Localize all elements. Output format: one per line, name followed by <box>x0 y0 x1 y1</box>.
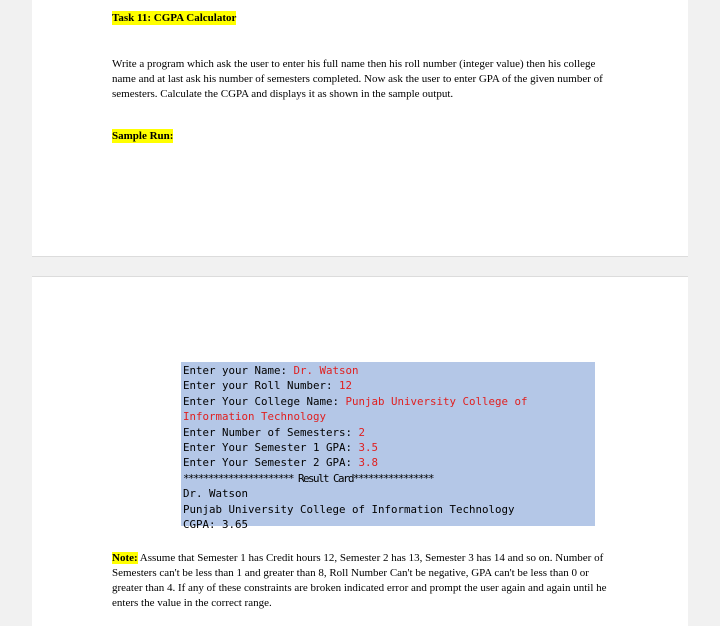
console-line <box>183 363 595 378</box>
console-prompt: Enter your Roll Number: <box>183 379 340 393</box>
task-description: Write a program which ask the user to enter his full name then his roll number (integer value) then his college name and at last ask his number of semesters completed. Now ask the user to enter GPA of the given number of semesters. Calculate the CGPA and displays it as shown in the sample output. <box>112 58 603 100</box>
console-prompt: Enter your Name: <box>183 364 294 377</box>
output-college: Punjab University College of Information Technology <box>183 502 515 516</box>
console-line <box>183 394 595 409</box>
result-card-banner: ********************** Result Card**************** <box>183 471 434 485</box>
console-input: 12 <box>339 379 353 393</box>
console-input: Punjab University College of <box>345 394 528 408</box>
console-input: Information Technology <box>183 410 327 424</box>
sample-output-console <box>181 362 595 532</box>
task-title: Task 11: CGPA Calculator <box>112 12 237 24</box>
console-input: 3.5 <box>358 441 379 455</box>
note-label: Note: <box>112 552 138 564</box>
output-name: Dr. Watson <box>183 487 249 501</box>
note-text: Assume that Semester 1 has Credit hours 12, Semester 2 has 13, Semester 3 has 14 and so on. Number of Semesters can't be less than 1 and greater than 8, Roll Number Can't be negative, GPA can't be less than 0 or greater than 4. If any of these constraints are broken indicated error and prompt the user again and again until he enters the value in the correct range. <box>112 552 607 609</box>
console-prompt: Enter Your Semester 1 GPA: <box>183 441 359 455</box>
document-page-2 <box>32 276 688 626</box>
note-paragraph <box>112 551 612 611</box>
console-input: 3.8 <box>358 456 379 470</box>
console-input: 2 <box>358 425 366 439</box>
console-line <box>183 440 595 455</box>
console-line <box>183 455 595 470</box>
console-line <box>183 378 595 393</box>
console-line <box>183 425 595 440</box>
console-prompt: Enter Your Semester 2 GPA: <box>183 456 359 470</box>
sample-run-label: Sample Run: <box>112 130 174 142</box>
console-prompt: Enter Your College Name: <box>183 394 346 408</box>
document-page-1 <box>32 0 688 257</box>
console-input: Dr. Watson <box>293 364 359 377</box>
console-prompt: Enter Number of Semesters: <box>183 425 359 439</box>
output-cgpa: CGPA: 3.65 <box>183 518 249 532</box>
console-line <box>183 409 595 424</box>
